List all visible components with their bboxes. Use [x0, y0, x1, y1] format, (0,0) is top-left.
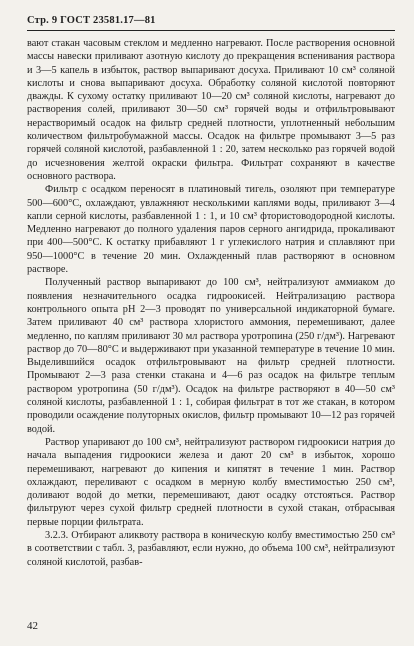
page-header [27, 15, 156, 26]
page-label: Стр. 9 [27, 15, 58, 26]
paragraph: 3.2.3. Отбирают аликвоту раствора в коническую колбу вместимостью 250 см³ в соответствии с табл. 3, разбавляют, если нужно, до объема 100 см³, нейтрализуют соляной кислотой, разбав- [27, 529, 395, 568]
header-divider [27, 30, 395, 31]
paragraph: Раствор упаривают до 100 см³, нейтрализуют раствором гидроокиси натрия до начала выпадения гидроокиси железа и дают 20 см³ в избыток, хорошо перемешивают, нагревают до кипения и кипятят в течение 1 мин. Раствор охлаждают, переливают с осадком в мерную колбу вместимостью 250 см³, доливают водой до метки, перемешивают, дают осадку отстояться. Раствор фильтруют через сухой фильтр средней плотности в сухой стакан, отбрасывая первые порции фильтрата. [27, 436, 395, 528]
body-text [27, 37, 395, 569]
page-number: 42 [27, 620, 38, 632]
standard-code: ГОСТ 23581.17—81 [60, 15, 156, 26]
paragraph: Полученный раствор выпаривают до 100 см³, нейтрализуют аммиаком до появления незначительного осадка гидроокисей. Нейтрализацию раствора контрольного опыта рН 2—3 проводят по универсальной индикаторной бумаге. Затем приливают 40 см³ раствора хлористого аммония, перемешивают, далее медленно, по каплям приливают 30 мл раствора уротропина (250 г/дм³). Нагревают раствор до 70—80°С и выдерживают при указанной температуре в течение 10 мин. Выделившийся осадок отфильтровывают на фильтр средней плотности. Промывают 2—3 раза стенки стакана и 4—6 раз осадок на фильтре теплым раствором уротропина (50 г/дм³). Осадок на фильтре растворяют в 40—50 см³ соляной кислоты, разбавленной 1 : 1, собирая фильтрат в тот же стакан, в котором проводили осаждение полуторных окислов, фильтр промывают 10—12 раз горячей водой. [27, 277, 395, 435]
paragraph: Фильтр с осадком переносят в платиновый тигель, озоляют при температуре 500—600°С, охлаждают, увлажняют несколькими каплями воды, приливают 3—4 капли серной кислоты, разбавленной 1 : 1, и 10 см³ фтористоводородной кислоты. Медленно нагревают до полного удаления паров серного ангидрида, прокаливают при 400—500°С. К остатку прибавляют 1 г углекислого натрия и сплавляют при 950—1000°С в течение 20 мин. Охлажденный плав растворяют в основном растворе. [27, 184, 395, 276]
paragraph-continued: вают стакан часовым стеклом и медленно нагревают. После растворения основной массы навески приливают азотную кислоту до прекращения вспенивания раствора и 3—5 капель в избыток, раствор выпаривают досуха. Приливают 10 см³ соляной кислоты и снова выпаривают досуха. Обработку соляной кислотой повторяют дважды. К сухому остатку приливают 10—20 см³ соляной кислоты, нагревают до растворения солей, приливают 30—50 см³ горячей воды и отфильтровывают нерастворимый осадок на фильтр средней плотности, уплотненный небольшим количеством фильтробумажной массы. Осадок на фильтре промывают 3—5 раз горячей соляной кислотой, разбавленной 1 : 20, затем несколько раз горячей водой до исчезновения желтой окраски фильтра. Фильтрат сохраняют в качестве основного раствора. [27, 38, 395, 182]
